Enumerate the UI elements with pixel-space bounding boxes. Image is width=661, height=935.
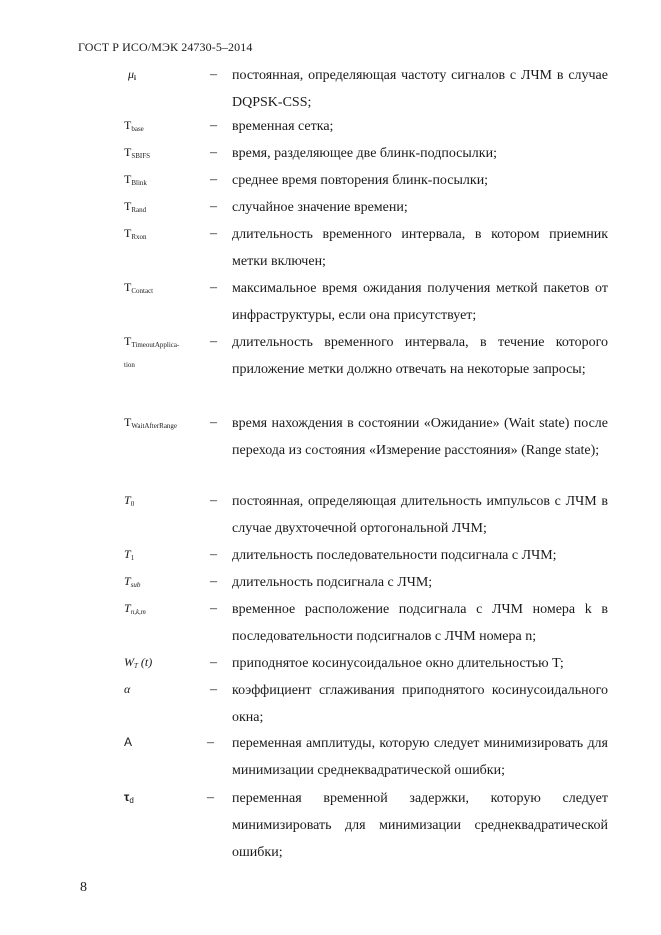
dash: – (210, 280, 217, 295)
dash: – (210, 682, 217, 697)
dash: – (210, 172, 217, 187)
definition-text: длительность последовательности подсигнала с ЛЧМ; (232, 548, 557, 563)
symbol: $T_{Blink}$ (124, 172, 147, 187)
dash: – (210, 493, 217, 508)
dash: – (210, 415, 217, 430)
definition-text: временное расположение подсигнала с ЛЧМ номера k в последовательности подсигналов с ЛЧМ номера n; (232, 602, 608, 644)
definition-text: постоянная, определяющая частоту сигналов с ЛЧМ в случае DQPSK-CSS; (232, 68, 608, 110)
definition-text: время, разделяющее две блинк-подпосылки; (232, 146, 497, 161)
definition-text: длительность временного интервала, в течение которого приложение метки должно отвечать на некоторые запросы; (232, 335, 608, 377)
symbol: $T_{TimeoutApplica-}$ (124, 334, 180, 349)
dash: – (207, 790, 214, 805)
symbol: $T_{SBIFS}$ (124, 145, 151, 160)
symbol: $T_{Rand}$ (124, 199, 147, 214)
symbol: A (124, 735, 133, 749)
dash: – (210, 655, 217, 670)
symbol: $T_{sub}$ (124, 574, 141, 589)
dash: – (210, 199, 217, 214)
dash: – (210, 574, 217, 589)
definition-text: случайное значение времени; (232, 200, 408, 215)
symbol: $W_T$ (t) (124, 655, 153, 670)
dash: – (210, 118, 217, 133)
definition-text: постоянная, определяющая длительность импульсов с ЛЧМ в случае двухточечной ортогональной ЛЧМ; (232, 494, 608, 536)
dash: – (207, 735, 214, 750)
document-header: ГОСТ Р ИСО/МЭК 24730-5–2014 (78, 40, 253, 54)
symbol: $T_1$ (124, 547, 135, 562)
definition-text: длительность подсигнала с ЛЧМ; (232, 575, 433, 590)
dash: – (210, 226, 217, 241)
definition-text: временная сетка; (232, 119, 334, 134)
symbol: $T_{n,k,m}$ (124, 601, 146, 616)
definition-text: коэффициент сглаживания приподнятого косинусоидального окна; (232, 683, 608, 725)
symbol: $T_{Contact}$ (124, 280, 154, 295)
definition-text: переменная амплитуды, которую следует минимизировать для минимизации среднеквадратической ошибки; (232, 736, 608, 778)
dash: – (210, 547, 217, 562)
definition-text: длительность временного интервала, в котором приемник метки включен; (232, 227, 608, 269)
definition-text: максимальное время ожидания получения меткой пакетов от инфраструктуры, если она присутствует; (232, 281, 608, 323)
symbol: $T_{base}$ (124, 118, 144, 133)
page-number: 8 (80, 880, 87, 895)
dash: – (210, 334, 217, 349)
symbol: $T_{WaitAfterRange}$ (124, 415, 178, 430)
definition-text: среднее время повторения блинк-посылки; (232, 173, 489, 188)
symbol-continuation: tion (124, 361, 135, 369)
definition-text: приподнятое косинусоидальное окно длительностью T; (232, 656, 564, 671)
dash: – (210, 601, 217, 616)
dash: – (210, 145, 217, 160)
symbol: $T_0$ (124, 493, 135, 508)
symbol: $T_{Rxon}$ (124, 226, 147, 241)
symbol: $\mu_i$ (128, 67, 136, 82)
definition-text: время нахождения в состоянии «Ожидание» (Wait state) после перехода из состояния «Измерение расстояния» (Range state); (232, 416, 608, 458)
symbol: α (124, 682, 131, 696)
definition-text: переменная временной задержки, которую следует минимизировать для минимизации среднеквадратической ошибки; (232, 791, 608, 860)
dash: – (210, 67, 217, 82)
symbol: $\tau_d$ (124, 790, 134, 805)
